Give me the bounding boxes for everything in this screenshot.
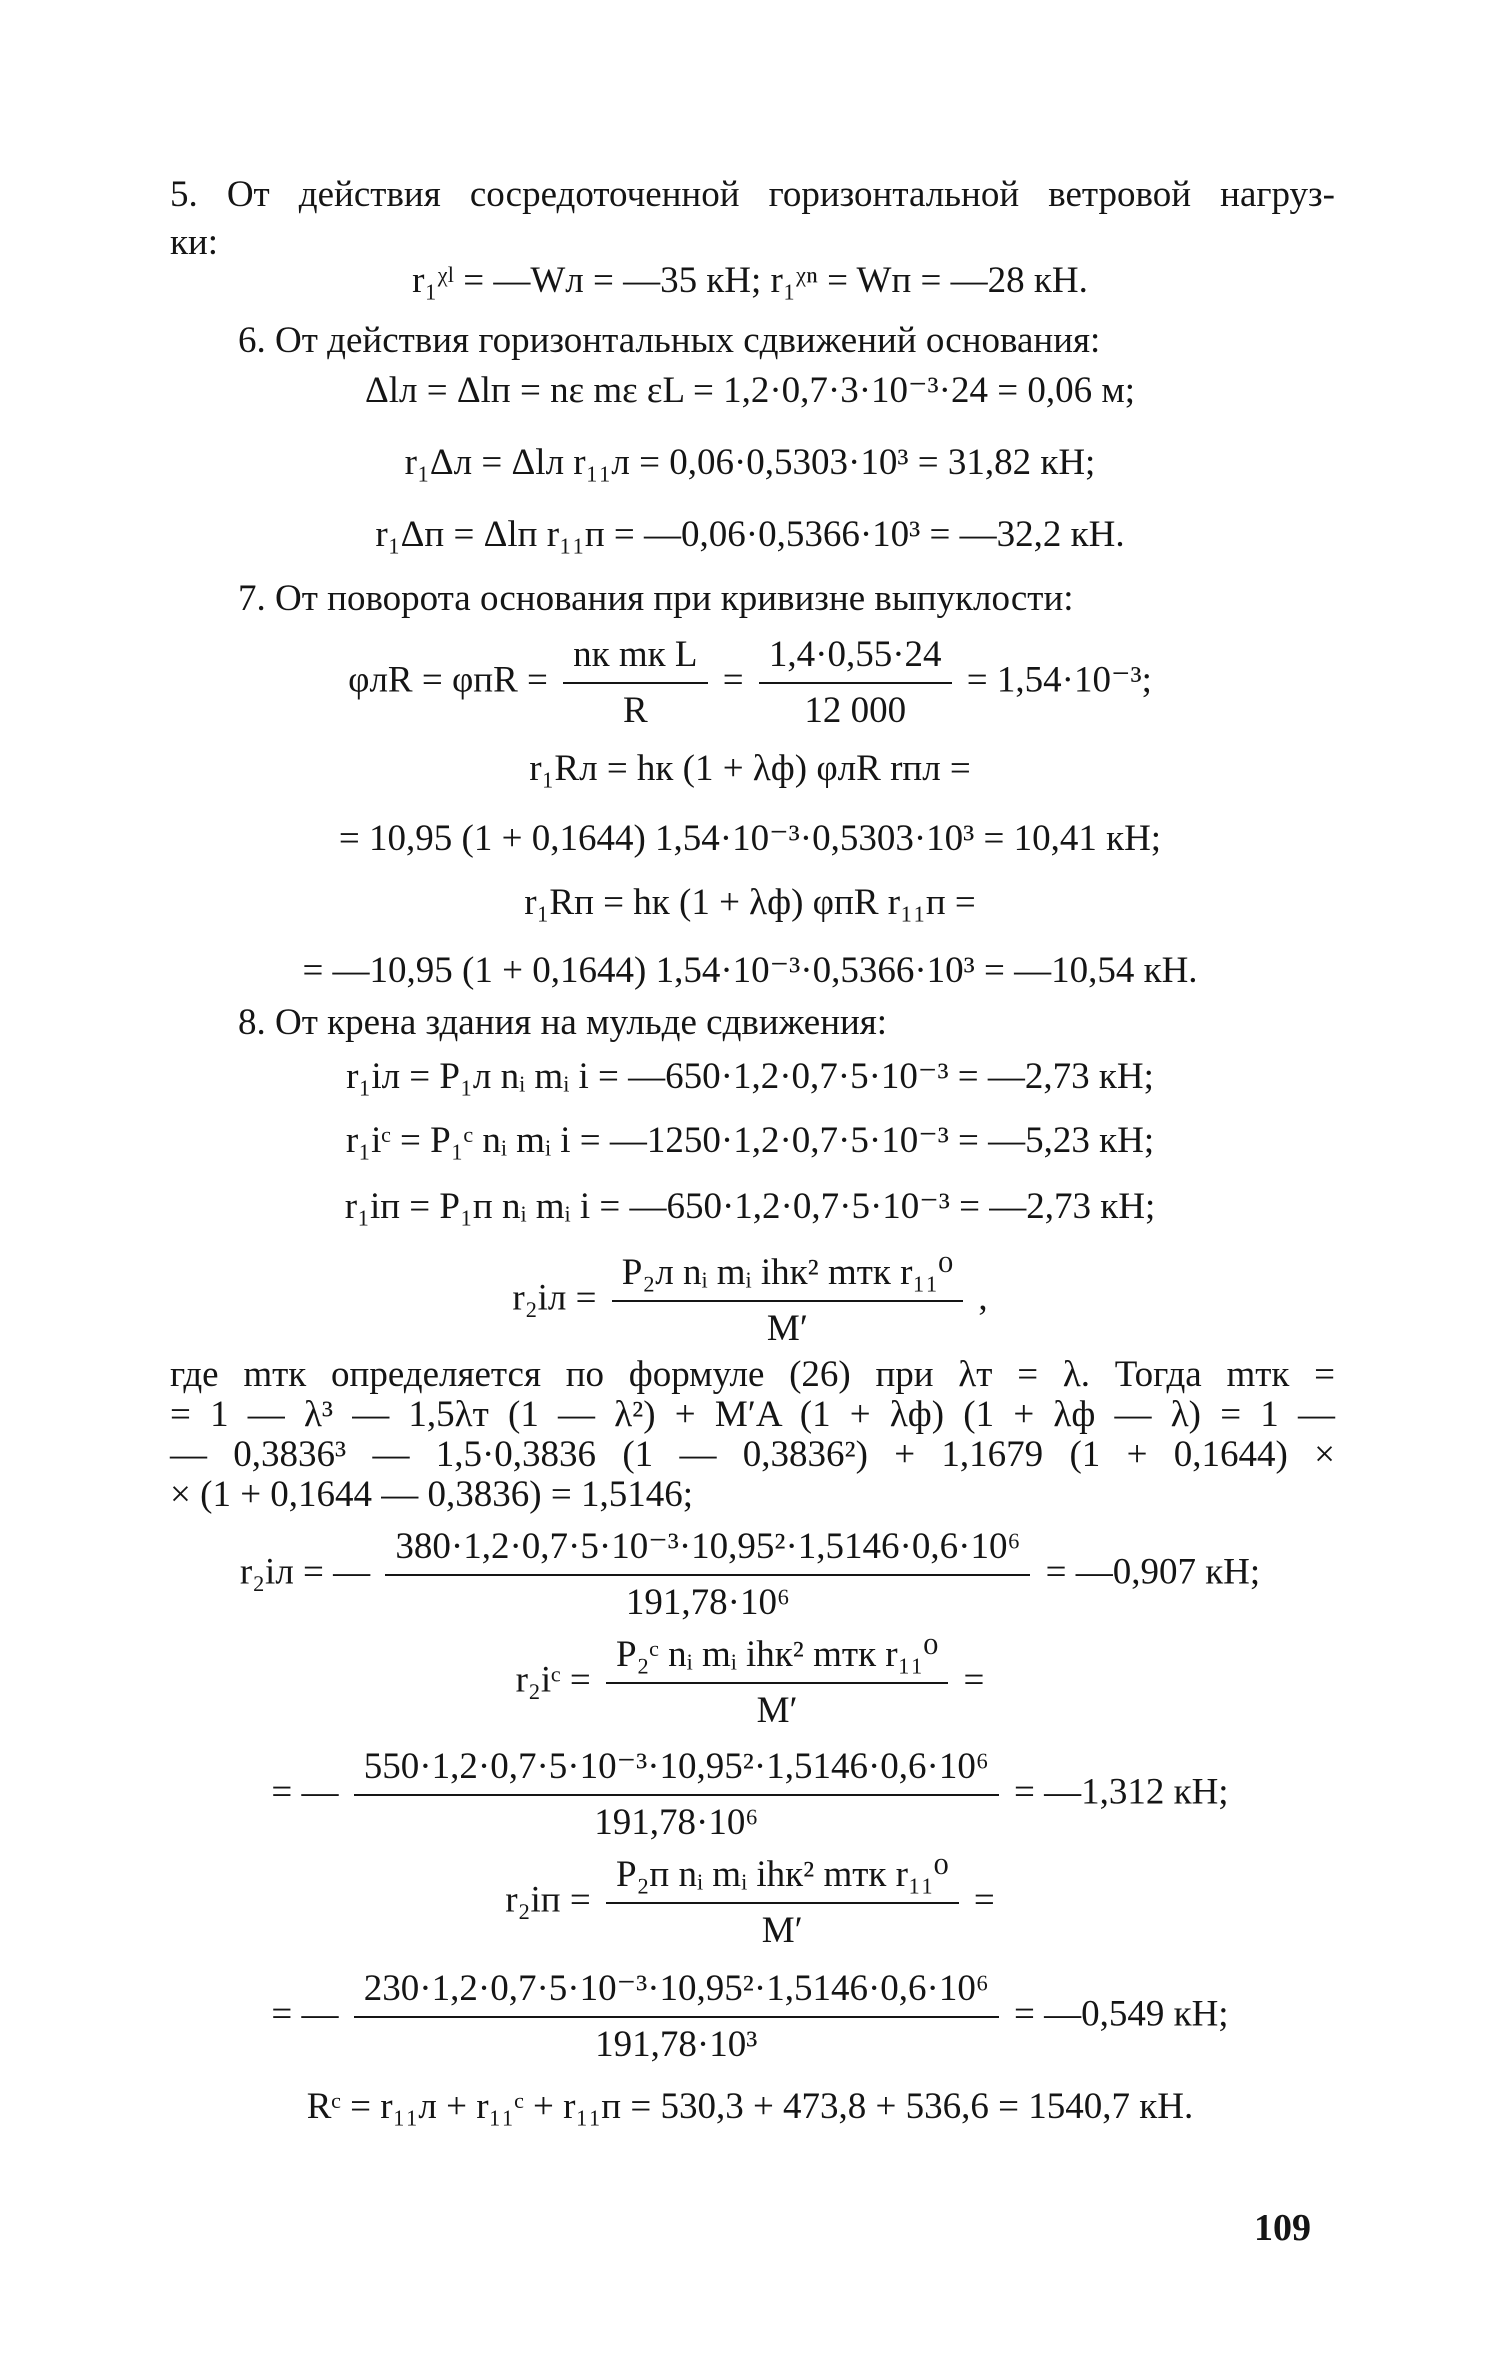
- formula-fraction: [606, 1852, 959, 1954]
- rotation-angle-fraction-numeric: [759, 632, 952, 734]
- fraction-denominator: M′: [766, 1308, 808, 1349]
- formula-fraction: [606, 1632, 948, 1734]
- item-7-heading: 7. От поворота основания при кривизне выпуклости:: [238, 578, 1074, 619]
- fraction-numerator: 1,4·0,55·24: [759, 632, 952, 684]
- item-8-heading: 8. От крена здания на мульде сдвижения:: [238, 1002, 888, 1043]
- wind-load-formula: r₁ᵡˡ = —Wл = —35 кН; r₁ᵡⁿ = Wп = —28 кН.: [412, 260, 1088, 301]
- formula-fraction: [354, 1744, 999, 1846]
- rotation-left-reaction-formula: r₁Rл = hк (1 + λф) φлR rпл =: [529, 748, 971, 789]
- item-5-heading: 5. От действия сосредоточенной горизонтальной ветровой нагруз-: [170, 174, 1335, 215]
- fraction-denominator: R: [623, 690, 648, 731]
- second-tier-middle-formula: [0, 1632, 1500, 1734]
- second-tier-left-formula: [0, 1250, 1500, 1352]
- base-shift-left-reaction: r₁Δл = Δlл r₁₁л = 0,06·0,5303·10³ = 31,82 кН;: [404, 442, 1096, 483]
- fraction-denominator: M′: [756, 1690, 798, 1731]
- rotation-angle-lhs: φлR = φпR =: [348, 659, 548, 701]
- fraction-denominator: M′: [761, 1910, 803, 1951]
- fraction-denominator: 191,78·10⁶: [594, 1802, 759, 1843]
- total-reaction-formula: Rᶜ = r₁₁л + r₁₁ᶜ + r₁₁п = 530,3 + 473,8 + 536,6 = 1540,7 кН.: [306, 2086, 1194, 2127]
- second-tier-middle-value: [0, 1744, 1500, 1846]
- fraction-numerator: 550·1,2·0,7·5·10⁻³·10,95²·1,5146·0,6·10⁶: [354, 1744, 999, 1796]
- formula-lhs: r₂iл =: [512, 1277, 597, 1319]
- formula-result: = —0,549 кН;: [1013, 1993, 1229, 2035]
- rotation-right-reaction-formula: r₁Rп = hк (1 + λф) φпR r₁₁п =: [524, 882, 976, 923]
- formula-lhs: = —: [271, 1771, 339, 1813]
- formula-fraction: [385, 1524, 1030, 1626]
- fraction-numerator: P₂п nᵢ mᵢ ihк² mтк r₁₁⁰: [606, 1852, 959, 1904]
- tilt-middle-reaction: r₁iᶜ = P₁ᶜ nᵢ mᵢ i = —1250·1,2·0,7·5·10⁻³ = —5,23 кН;: [345, 1120, 1155, 1161]
- mtk-definition-line-3: — 0,3836³ — 1,5·0,3836 (1 — 0,3836²) + 1,1679 (1 + 0,1644) ×: [170, 1434, 1335, 1475]
- formula-result: = —1,312 кН;: [1013, 1771, 1229, 1813]
- formula-fraction: [612, 1250, 963, 1352]
- second-tier-left-value: [0, 1524, 1500, 1626]
- fraction-denominator: 191,78·10³: [595, 2024, 758, 2065]
- fraction-numerator: P₂ᶜ nᵢ mᵢ ihк² mтк r₁₁⁰: [606, 1632, 948, 1684]
- base-shift-formula: Δlл = Δlп = nε mε εL = 1,2·0,7·3·10⁻³·24 = 0,06 м;: [364, 370, 1136, 411]
- fraction-numerator: P₂л nᵢ mᵢ ihк² mтк r₁₁⁰: [612, 1250, 963, 1302]
- tilt-left-reaction: r₁iл = P₁л nᵢ mᵢ i = —650·1,2·0,7·5·10⁻³ = —2,73 кН;: [346, 1056, 1154, 1097]
- equals-sign: =: [973, 1879, 995, 1921]
- rotation-angle-result: = 1,54·10⁻³;: [966, 659, 1152, 701]
- item-6-heading: 6. От действия горизонтальных сдвижений основания:: [238, 320, 1101, 361]
- rotation-right-reaction-value: = —10,95 (1 + 0,1644) 1,54·10⁻³·0,5366·10³ = —10,54 кН.: [302, 950, 1198, 991]
- fraction-denominator: 191,78·10⁶: [625, 1582, 790, 1623]
- formula-fraction: [354, 1966, 999, 2068]
- rotation-angle-formula: [0, 632, 1500, 734]
- formula-lhs: r₂iᶜ =: [515, 1659, 591, 1701]
- formula-lhs: r₂iл = —: [239, 1551, 371, 1593]
- item-5-heading-continuation: ки:: [170, 222, 219, 263]
- fraction-denominator: 12 000: [804, 690, 907, 731]
- second-tier-right-value: [0, 1966, 1500, 2068]
- formula-result: = —0,907 кН;: [1045, 1551, 1261, 1593]
- page-number: 109: [1254, 2207, 1311, 2249]
- base-shift-right-reaction: r₁Δп = Δlп r₁₁п = —0,06·0,5366·10³ = —32,2 кН.: [375, 514, 1125, 555]
- mtk-definition-line-2: = 1 — λ³ — 1,5λт (1 — λ²) + M′A (1 + λф) (1 + λф — λ) = 1 —: [170, 1394, 1335, 1435]
- equals-sign: =: [963, 1659, 985, 1701]
- rotation-angle-fraction-symbolic: [563, 632, 707, 734]
- mtk-definition-line-4: × (1 + 0,1644 — 0,3836) = 1,5146;: [170, 1474, 694, 1515]
- fraction-numerator: nк mк L: [563, 632, 707, 684]
- fraction-numerator: 380·1,2·0,7·5·10⁻³·10,95²·1,5146·0,6·10⁶: [385, 1524, 1030, 1576]
- formula-comma: ,: [978, 1277, 988, 1319]
- fraction-numerator: 230·1,2·0,7·5·10⁻³·10,95²·1,5146·0,6·10⁶: [354, 1966, 999, 2018]
- mtk-definition-line-1: где mтк определяется по формуле (26) при λт = λ. Тогда mтк =: [170, 1354, 1335, 1395]
- formula-lhs: = —: [271, 1993, 339, 2035]
- tilt-right-reaction: r₁iп = P₁п nᵢ mᵢ i = —650·1,2·0,7·5·10⁻³ = —2,73 кН;: [344, 1186, 1156, 1227]
- equals-sign: =: [722, 659, 744, 701]
- formula-lhs: r₂iп =: [505, 1879, 591, 1921]
- rotation-left-reaction-value: = 10,95 (1 + 0,1644) 1,54·10⁻³·0,5303·10³ = 10,41 кН;: [338, 818, 1162, 859]
- second-tier-right-formula: [0, 1852, 1500, 1954]
